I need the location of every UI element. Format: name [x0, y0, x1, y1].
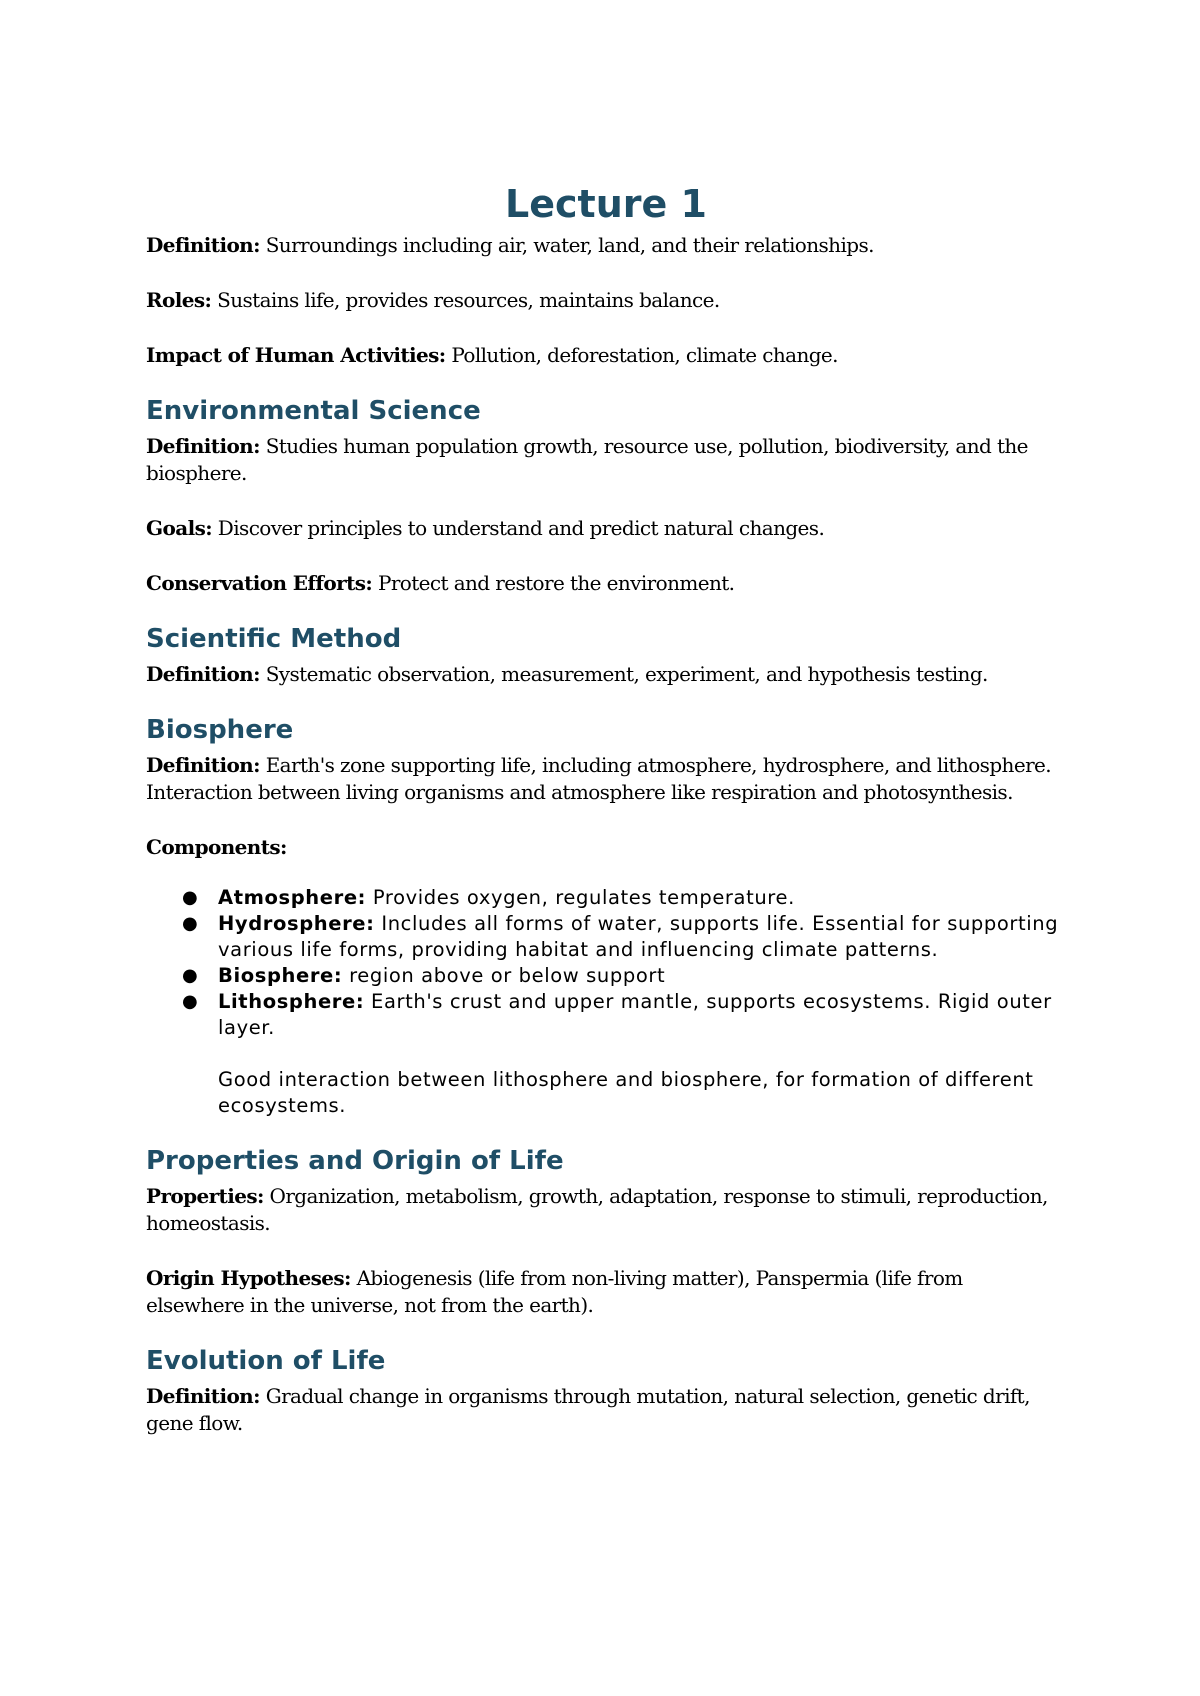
env-goals-text: Discover principles to understand and predict natural changes.	[217, 516, 825, 540]
section-heading-biosphere: Biosphere	[146, 715, 294, 745]
component-label: Atmosphere:	[218, 886, 367, 909]
document-page	[146, 176, 1066, 1437]
list-item	[182, 911, 1066, 963]
evolution-definition-label: Definition:	[146, 1384, 260, 1408]
intro-impact-label: Impact of Human Activities:	[146, 343, 446, 367]
bullet-icon: ●	[182, 965, 199, 986]
env-conservation-text: Protect and restore the environment.	[377, 571, 735, 595]
env-goals-label: Goals:	[146, 516, 213, 540]
properties-label: Properties:	[146, 1184, 264, 1208]
section-heading-scientific-method: Scientific Method	[146, 624, 402, 654]
evolution-definition	[146, 1383, 1066, 1437]
method-definition-text: Systematic observation, measurement, experiment, and hypothesis testing.	[265, 662, 988, 686]
env-definition-label: Definition:	[146, 434, 260, 458]
component-text: Includes all forms of water, supports life. Essential for supporting various life forms, providing habitat and influencing climate patterns.	[218, 912, 1059, 961]
list-item	[182, 963, 1066, 989]
biosphere-definition-label: Definition:	[146, 753, 260, 777]
component-text: Provides oxygen, regulates temperature.	[372, 886, 795, 909]
bullet-icon: ●	[182, 913, 199, 934]
list-item	[182, 989, 1066, 1041]
document-title: Lecture 1	[505, 182, 707, 226]
biosphere-components-label: Components:	[146, 835, 287, 859]
intro-definition	[146, 232, 1066, 259]
component-label: Hydrosphere:	[218, 912, 375, 935]
properties-item	[146, 1183, 1066, 1237]
intro-impact-text: Pollution, deforestation, climate change.	[451, 343, 838, 367]
method-definition-label: Definition:	[146, 662, 260, 686]
env-goals	[146, 515, 1066, 542]
intro-roles-label: Roles:	[146, 288, 212, 312]
intro-roles-text: Sustains life, provides resources, maintains balance.	[217, 288, 720, 312]
section-heading-evolution: Evolution of Life	[146, 1346, 386, 1376]
list-item	[182, 885, 1066, 911]
intro-definition-text: Surroundings including air, water, land, and their relationships.	[265, 233, 874, 257]
component-label: Lithosphere:	[218, 990, 365, 1013]
biosphere-definition-text: Earth's zone supporting life, including atmosphere, hydrosphere, and lithosphere. Interaction between living organisms and atmosphere like respiration and photosynthesis.	[146, 753, 1052, 804]
section-heading-environmental-science: Environmental Science	[146, 396, 481, 426]
biosphere-components-heading	[146, 834, 1066, 861]
origin-label: Origin Hypotheses:	[146, 1266, 351, 1290]
section-heading-properties-origin: Properties and Origin of Life	[146, 1146, 564, 1176]
properties-text: Organization, metabolism, growth, adaptation, response to stimuli, reproduction, homeostasis.	[146, 1184, 1048, 1235]
bullet-icon: ●	[182, 991, 199, 1012]
biosphere-components-list	[146, 885, 1066, 1041]
component-text: region above or below support	[349, 964, 666, 987]
biosphere-note: Good interaction between lithosphere and biosphere, for formation of different ecosystems.	[218, 1068, 1034, 1117]
intro-roles	[146, 287, 1066, 314]
env-conservation-label: Conservation Efforts:	[146, 571, 373, 595]
env-definition	[146, 433, 1066, 487]
method-definition	[146, 661, 1066, 688]
biosphere-definition	[146, 752, 1066, 806]
env-definition-text: Studies human population growth, resource use, pollution, biodiversity, and the biosphere.	[146, 434, 1028, 485]
origin-item	[146, 1265, 1066, 1319]
env-conservation	[146, 570, 1066, 597]
evolution-definition-text: Gradual change in organisms through mutation, natural selection, genetic drift, gene flow.	[146, 1384, 1030, 1435]
origin-text: Abiogenesis (life from non-living matter), Panspermia (life from elsewhere in the universe, not from the earth).	[146, 1266, 963, 1317]
component-text: Earth's crust and upper mantle, supports ecosystems. Rigid outer layer.	[218, 990, 1052, 1039]
intro-impact	[146, 342, 1066, 369]
bullet-icon: ●	[182, 887, 199, 908]
intro-definition-label: Definition:	[146, 233, 260, 257]
component-label: Biosphere:	[218, 964, 343, 987]
